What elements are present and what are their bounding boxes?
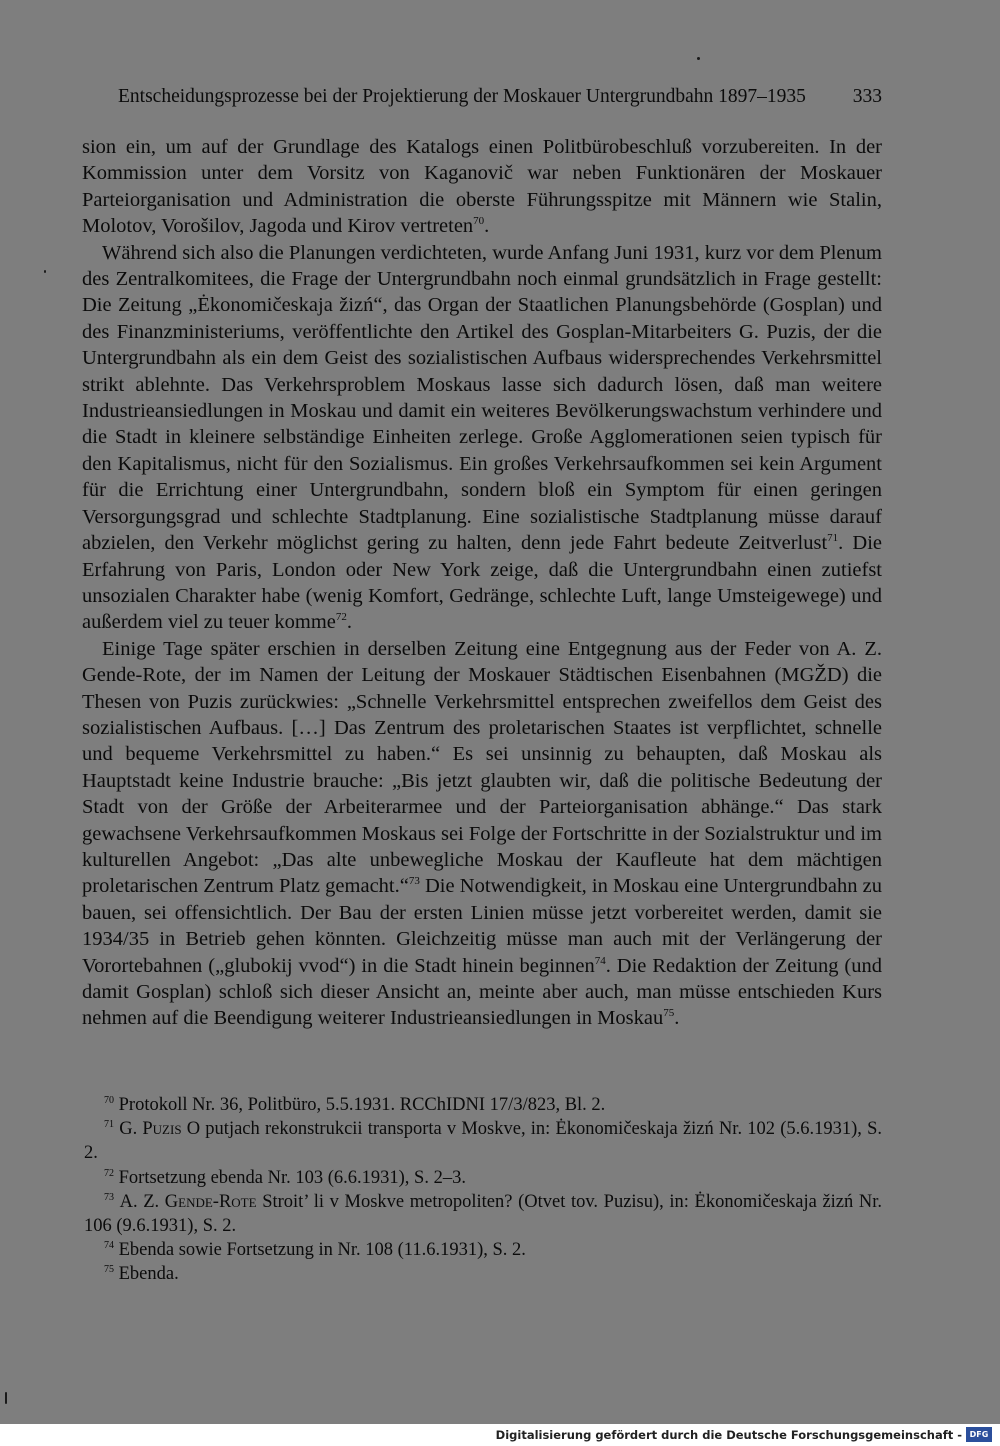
funding-note: Digitalisierung gefördert durch die Deutsche Forschungsgemeinschaft - xyxy=(495,1428,962,1442)
paragraph xyxy=(82,240,882,636)
footnote-ref[interactable]: 74 xyxy=(594,954,606,967)
footnote-ref[interactable]: 75 xyxy=(663,1007,675,1020)
footnote xyxy=(84,1166,882,1190)
footnote-text: Ebenda. xyxy=(118,1264,179,1285)
text-run: sion ein, um auf der Grundlage des Katalogs einen Politbürobeschluß vorzubereiten. In der Kommission unter dem Vorsitz von Kaganovič war neben Funktionären der Moskauer Parteiorganisation und Administration die oberste Führungsspitze mit Männern wie Stalin, Molotov, Vorošilov, Jagoda und Kirov vertreten xyxy=(82,136,882,238)
footnote-number: 71 xyxy=(104,1119,114,1131)
footnote-ref[interactable]: 71 xyxy=(827,532,839,545)
text-run: . xyxy=(346,611,352,634)
footnote xyxy=(84,1190,882,1238)
text-run: Während sich also die Planungen verdichteten, wurde Anfang Juni 1931, kurz vor dem Plenum des Zentralkomitees, die Frage der Untergrundbahn noch einmal grundsätzlich in Frage gestellt: Die Zeitung „Ėkonomičeskaja žizń“, das Organ der Staatlichen Planungsbehörde (Gosplan) und des Finanzministeriums, veröffentlichte den Artikel des Gosplan-Mitarbeiters G. Puzis, der die Untergrundbahn als ein dem Geist des sozialistischen Aufbaus widersprechendes Verkehrsmittel strikt ablehnte. Das Verkehrsproblem Moskaus lasse sich dadurch lösen, daß man weitere Industrieansiedlungen in Moskau und damit ein weiteres Bevölkerungswachstum verhindere und die Stadt in kleinere selbständige Einheiten zerlege. Große Agglomerationen seien typisch für den Kapitalismus, nicht für den Sozialismus. Ein großes Verkehrsaufkommen sei kein Argument für die Errichtung einer Untergrundbahn, sondern bloß ein Symptom für einen geringen Versorgungsgrad und schlechte Stadtplanung. Eine sozialistische Stadtplanung müsse darauf abzielen, den Verkehr möglichst gering zu halten, denn jede Fahrt bedeute Zeitverlust xyxy=(82,241,882,555)
page-number: 333 xyxy=(852,86,882,107)
footnote-text: O putjach rekonstrukcii transporta v Moskve, in: Ėkonomičeskaja žizń Nr. 102 (5.6.1931), S. 2. xyxy=(84,1119,883,1164)
footnote-ref[interactable]: 70 xyxy=(473,215,485,228)
footnote-text: Fortsetzung ebenda Nr. 103 (6.6.1931), S. 2–3. xyxy=(118,1167,466,1188)
footnote-author: G. Puzis xyxy=(119,1119,182,1140)
footnote xyxy=(84,1117,882,1165)
running-title: Entscheidungsprozesse bei der Projektierung der Moskauer Untergrundbahn 1897–1935 xyxy=(118,86,806,107)
footnote-number: 70 xyxy=(104,1095,114,1106)
scan-speck xyxy=(5,1392,7,1404)
paragraph xyxy=(82,134,882,240)
dfg-logo-icon[interactable]: DFG xyxy=(966,1427,992,1442)
paragraph xyxy=(82,636,882,1032)
footnote-text: Stroit’ li v Moskve metropoliten? (Otvet tov. Puzisu), in: Ėkonomičeskaja žizń Nr. 106 (9.6.1931), S. 2. xyxy=(84,1191,883,1237)
text-run: . xyxy=(484,215,490,238)
text-run: Einige Tage später erschien in derselben Zeitung eine Entgegnung aus der Feder von A. Z. Gende-Rote, der im Namen der Leitung der Moskauer Städtischen Eisenbahnen (MGŽD) die Thesen von Puzis zurückwies: „Schnelle Verkehrsmittel entsprechen zweifellos dem Geist des sozialistischen Aufbaus. […] Das Zentrum des proletarischen Staates ist verpflichtet, schnelle und bequeme Verkehrsmittel zu haben.“ Es sei unsinnig zu behaupten, daß Moskau als Hauptstadt keine Industrie brauche: „Bis jetzt glaubten wir, daß die politische Bedeutung der Stadt von der Größe der Arbeiterarmee und der Parteiorganisation abhänge.“ Das stark gewachsene Verkehrsaufkommen Moskaus sei Folge der Fortschritte in der Sozialstruktur und im kulturellen Angebot: „Das alte unbewegliche Moskau der Kaufleute hat dem mächtigen proletarischen Zentrum Platz gemacht.“ xyxy=(82,637,882,898)
footnote-number: 75 xyxy=(104,1264,114,1276)
footnote-author: A. Z. Gende-Rote xyxy=(119,1191,257,1212)
text-run: . xyxy=(674,1007,680,1030)
text-run: Die Notwendigkeit, in Moskau eine Untergrundbahn zu bauen, sei offensichtlich. Der Bau der ersten Linien müsse jetzt vorbereitet werden, damit sie 1934/35 in Betrieb gehen könnten. Gleichzeitig müsse man auch mit der Verlängerung der Vorortebahnen („glubokij vvod“) in die Stadt hinein beginnen xyxy=(82,875,882,977)
text-run: . Die Redaktion der Zeitung (und damit Gosplan) schloß sich dieser Ansicht an, meinte aber auch, man müsse entschieden Kurs nehmen auf die Beendigung weiterer Industrieansiedlungen in Moskau xyxy=(82,954,882,1030)
text-run: . Die Erfahrung von Paris, London oder New York zeige, daß die Untergrundbahn einen zutiefst unsozialen Charakter habe (wenig Komfort, Gedränge, schlechte Luft, lange Umsteigewege) und außerdem viel zu teuer komme xyxy=(82,532,882,634)
footnote xyxy=(84,1262,882,1286)
scan-speck xyxy=(44,270,46,273)
footnote-number: 74 xyxy=(104,1240,114,1252)
footnote-text: Ebenda sowie Fortsetzung in Nr. 108 (11.6.1931), S. 2. xyxy=(118,1240,526,1261)
footnote xyxy=(84,1093,882,1117)
footnote-number: 72 xyxy=(104,1167,114,1179)
scan-speck xyxy=(697,57,700,60)
main-text xyxy=(82,134,882,1032)
footnote-text: Protokoll Nr. 36, Politbüro, 5.5.1931. RCChIDNI 17/3/823, Bl. 2. xyxy=(118,1095,606,1115)
footnote xyxy=(84,1238,882,1262)
footnote-number: 73 xyxy=(104,1191,114,1203)
running-header xyxy=(118,84,882,110)
footnotes xyxy=(84,1093,882,1287)
footnote-ref[interactable]: 72 xyxy=(335,611,347,624)
footnote-ref[interactable]: 73 xyxy=(408,875,420,888)
